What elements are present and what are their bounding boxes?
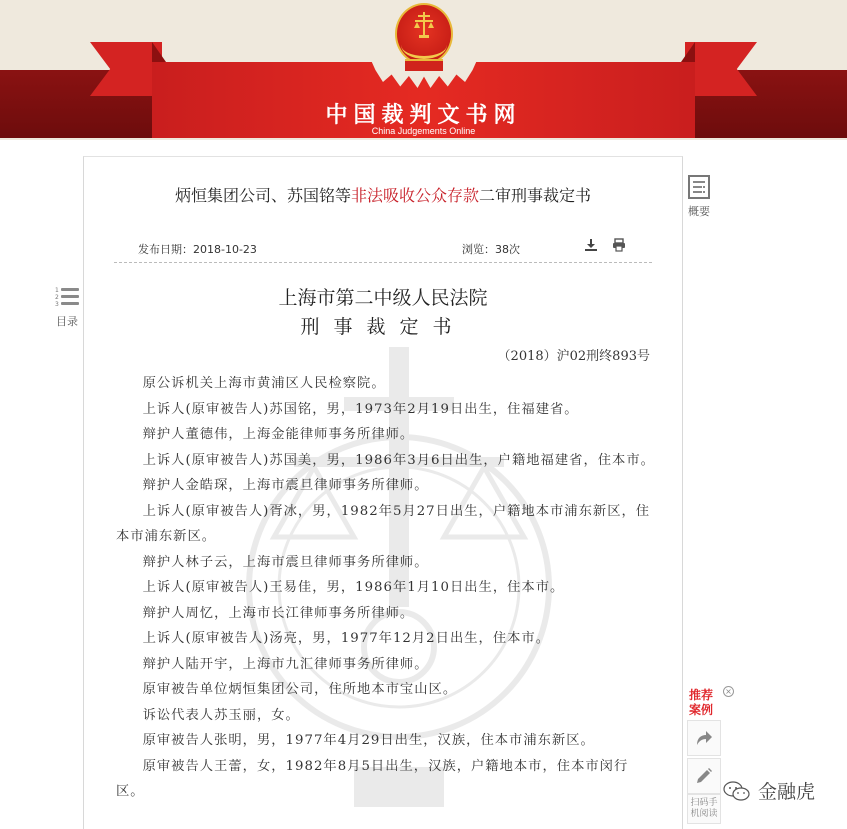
toc-button[interactable] [50, 286, 84, 329]
svg-text:2: 2 [55, 294, 59, 301]
edit-button[interactable] [687, 758, 721, 794]
site-title: 中国裁判文书网 [325, 103, 522, 128]
view-count-value: 38次 [495, 243, 520, 256]
share-arrow-icon [695, 730, 713, 746]
wechat-icon [722, 779, 752, 803]
emblem-ribbon [405, 59, 443, 71]
source-watermark [722, 777, 815, 804]
toc-label: 目录 [56, 315, 78, 328]
view-count-label: 浏览： [462, 243, 495, 256]
publish-date [138, 241, 257, 257]
svg-text:1: 1 [55, 287, 59, 294]
title-highlight-cause[interactable]: 非法吸收公众存款 [350, 186, 479, 205]
party-paragraph: 诉讼代表人苏玉丽，女。 [142, 707, 300, 723]
ribbon-tail-right [685, 42, 757, 96]
download-icon [584, 238, 598, 252]
publish-date-value: 2018-10-23 [193, 243, 257, 256]
party-paragraph: 辩护人董德伟，上海金能律师事务所律师。 [142, 427, 415, 442]
party-paragraph: 原审被告单位炳恒集团公司，住所地本市宝山区。 [142, 682, 458, 697]
share-button[interactable] [687, 720, 721, 756]
qr-label-1: 扫码手 [690, 798, 718, 808]
party-paragraph: 上诉人(原审被告人)王易佳，男，1986年1月10日出生，住本市。 [142, 580, 565, 595]
wreath-icon [401, 31, 447, 59]
document-body [116, 371, 656, 805]
recommend-panel [687, 687, 732, 824]
publish-date-label: 发布日期： [138, 243, 193, 256]
recommend-label-1: 推荐 [689, 688, 714, 702]
party-paragraph: 辩护人林子云，上海市震旦律师事务所律师。 [142, 554, 429, 570]
document-type: 刑事裁定书 [300, 316, 466, 338]
svg-text:3: 3 [55, 301, 59, 308]
title-suffix: 二审刑事裁定书 [479, 186, 592, 205]
document-title [84, 183, 682, 206]
party-paragraph: 上诉人(原审被告人)胥冰，男，1982年5月27日出生，户籍地本市浦东新区，住本市浦东新区。 [116, 503, 651, 544]
close-icon[interactable]: × [723, 686, 734, 697]
party-paragraph: 上诉人(原审被告人)苏国美，男，1986年3月6日出生，户籍地福建省，住本市。 [142, 452, 655, 468]
judgement-document [83, 156, 683, 829]
party-paragraph: 上诉人(原审被告人)苏国铭，男，1973年2月19日出生，住福建省。 [142, 401, 579, 417]
court-emblem-icon[interactable] [393, 3, 455, 75]
site-subtitle: China Judgements Online [371, 126, 476, 136]
party-paragraph: 辩护人金皓琛，上海市震旦律师事务所律师。 [142, 478, 429, 493]
recommend-label-2: 案例 [689, 703, 714, 717]
watermark-brand-text: 金融虎 [758, 781, 816, 803]
numbered-list-icon [54, 286, 80, 308]
summary-label: 概要 [688, 205, 710, 218]
scan-qr-button[interactable] [687, 794, 721, 824]
document-meta-bar [114, 235, 652, 263]
view-count [462, 241, 520, 257]
case-number: （2018）沪02刑终893号 [497, 349, 650, 364]
document-summary-icon [688, 175, 710, 199]
pencil-icon [695, 767, 713, 785]
title-prefix: 炳恒集团公司、苏国铭等 [174, 186, 351, 205]
download-button[interactable] [584, 238, 602, 256]
party-paragraph: 原审被告人张明，男，1977年4月29日出生，汉族，住本市浦东新区。 [142, 733, 595, 748]
party-paragraph: 原审被告人王蕾，女，1982年8月5日出生，汉族，户籍地本市，住本市闵行区。 [116, 758, 629, 799]
party-paragraph: 辩护人周忆，上海市长江律师事务所律师。 [142, 605, 415, 621]
qr-label-2: 机阅读 [690, 809, 718, 819]
court-name: 上海市第二中级人民法院 [278, 287, 488, 309]
print-button[interactable] [612, 238, 630, 256]
summary-button[interactable] [684, 175, 714, 219]
party-paragraph: 辩护人陆开宇，上海市九汇律师事务所律师。 [142, 656, 429, 672]
site-header-banner [0, 0, 847, 140]
recommend-cases-button[interactable] [687, 688, 721, 718]
party-paragraph: 上诉人(原审被告人)汤亮，男，1977年12月2日出生，住本市。 [142, 631, 551, 646]
party-paragraph: 原公诉机关上海市黄浦区人民检察院。 [142, 376, 386, 391]
print-icon [612, 238, 626, 252]
